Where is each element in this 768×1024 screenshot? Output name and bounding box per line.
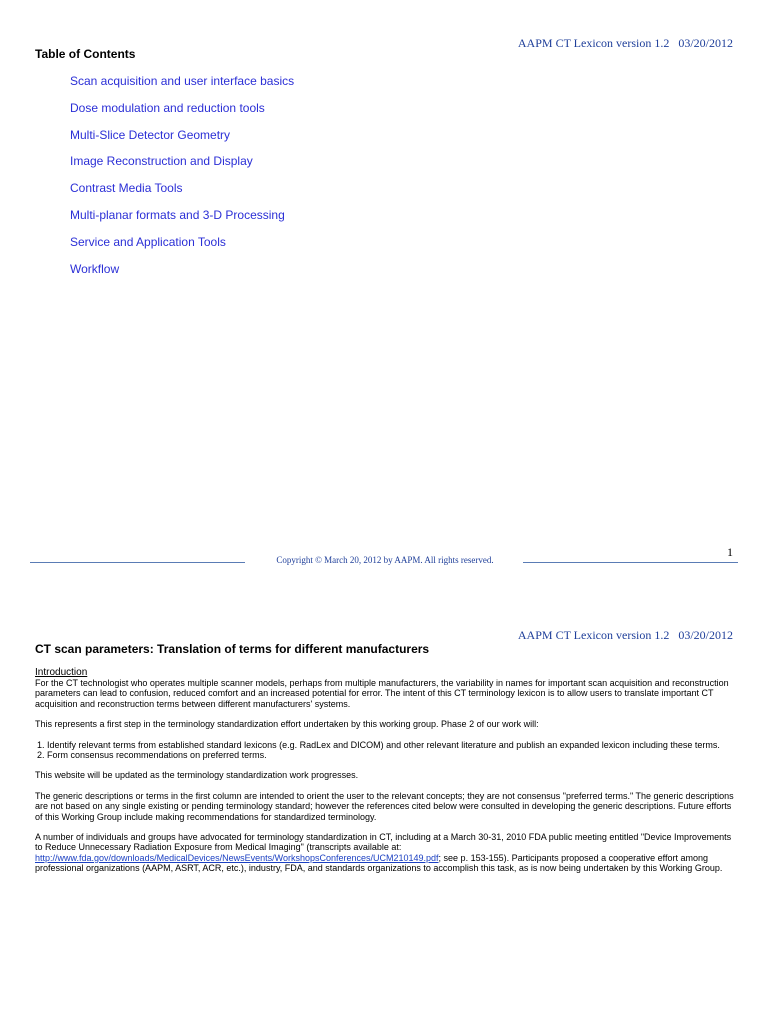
toc-link-scan-acquisition[interactable]: Scan acquisition and user interface basics [70,74,295,88]
introduction-content [35,667,735,884]
introduction-heading: Introduction [35,667,88,678]
update-paragraph: This website will be updated as the terminology standardization work progresses. [35,770,359,781]
advocacy-text-start: A number of individuals and groups have advocated for terminology standardization in CT, including at a March 30-31, 2010 FDA public meeting entitled "Device Improvements to Reduce Unnecessary Radiation Exposure from Medical Imaging" (transcripts available at: [35,832,732,853]
toc-link-dose-modulation[interactable]: Dose modulation and reduction tools [70,100,265,115]
toc-link-workflow[interactable]: Workflow [70,261,120,276]
footer-rule-left [30,562,245,563]
document-header: AAPM CT Lexicon version 1.2 03/20/2012 [517,36,733,50]
page-number: 1 [727,545,733,559]
generic-paragraph: The generic descriptions or terms in the first column are intended to orient the user to the relevant concepts; they are not consensus "preferred terms." The generic descriptions are not based on any single existing or pending terminology standard; however the references cited below were consulted in developing the generic descriptions. Future efforts of this Working Group include making recommendations for standardized terminology. [35,790,734,822]
toc-link-contrast-media[interactable]: Contrast Media Tools [70,181,183,196]
document-header: AAPM CT Lexicon version 1.2 03/20/2012 [517,628,733,642]
section-title: CT scan parameters: Translation of terms for different manufacturers [35,642,430,656]
toc-link-multiplanar[interactable]: Multi-planar formats and 3-D Processing [70,207,285,222]
toc-list [70,74,294,288]
toc-link-image-reconstruction[interactable]: Image Reconstruction and Display [70,154,253,169]
phase-list [35,740,735,761]
phase-list-item: 2. Form consensus recommendations on preferred terms. [47,750,735,760]
intro-paragraph: For the CT technologist who operates multiple scanner models, perhaps from multiple manufacturers, the variability in names for important scan acquisition and reconstruction parameters can lead to confusion, reduced comfort and an increased potential for error. The intent of this CT terminology lexicon is to allow users to translate important CT acquisition and reconstruction terms between different manufacturers' systems. [35,678,729,709]
toc-title: Table of Contents [35,47,136,61]
advocacy-paragraph [35,832,735,874]
toc-link-service-tools[interactable]: Service and Application Tools [70,234,226,249]
fda-transcript-link[interactable]: http://www.fda.gov/downloads/MedicalDevices/NewsEvents/WorkshopsConferences/UCM210149.pdf [35,852,439,863]
page-two [0,580,768,1024]
copyright-notice: Copyright © March 20, 2012 by AAPM. All rights reserved. [276,555,494,565]
advocacy-text-end: ; see p. 153-155). Participants proposed a cooperative effort among professional organizations (AAPM, ASRT, ACR, etc.), industry, FDA, and standards organizations to accomplish this task, as is now being undertaken by this Working Group. [35,852,723,874]
phase-list-item: 1. Identify relevant terms from established standard lexicons (e.g. RadLex and DICOM) and other relevant literature and publish an expanded lexicon including these terms. [47,740,735,750]
toc-link-detector-geometry[interactable]: Multi-Slice Detector Geometry [70,127,231,142]
footer-rule-right [523,562,738,563]
phase-paragraph: This represents a first step in the terminology standardization effort undertaken by this working group. Phase 2 of our work will: [35,719,539,730]
